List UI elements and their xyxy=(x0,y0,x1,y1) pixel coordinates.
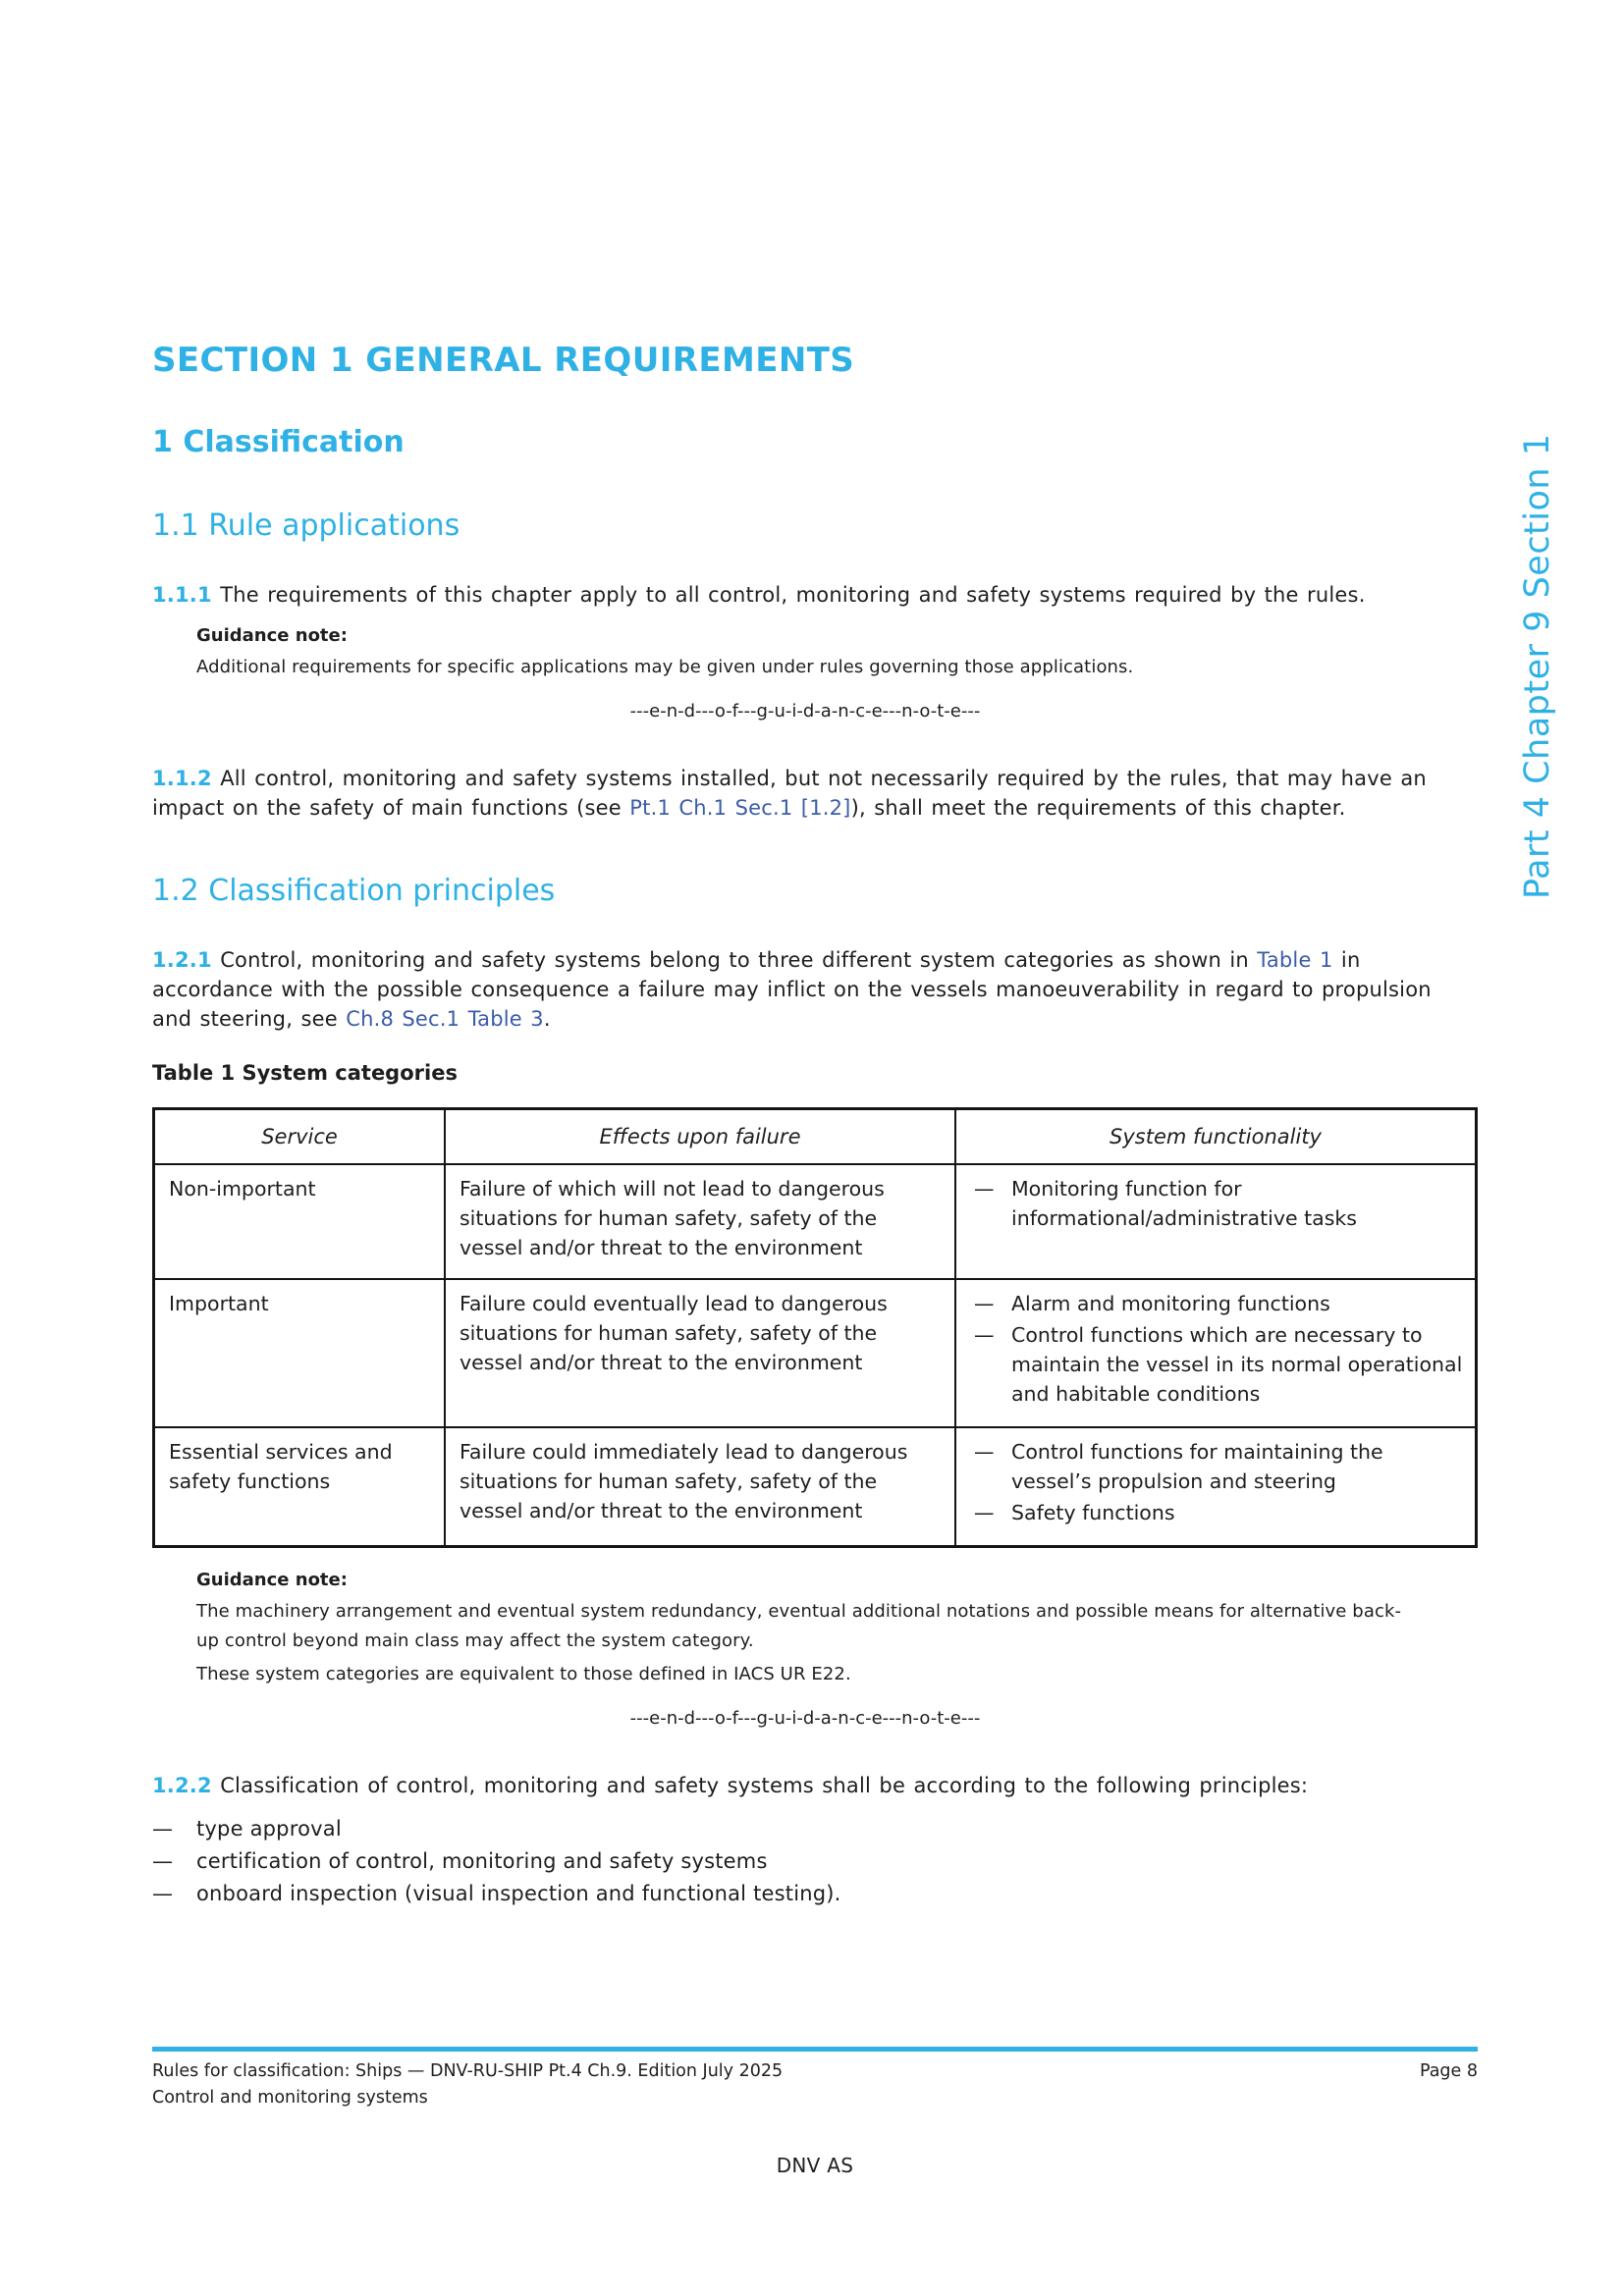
paragraph-number-1-2-2: 1.2.2 xyxy=(152,1774,212,1797)
principles-list-item: — certification of control, monitoring and safety systems xyxy=(152,1845,1476,1878)
paragraph-1-1-1-text: The requirements of this chapter apply to all control, monitoring and safety systems required by the rules. xyxy=(220,583,1366,607)
table-caption: Table 1 System categories xyxy=(152,1061,458,1085)
principles-list-item: — onboard inspection (visual inspection and functional testing). xyxy=(152,1878,1476,1910)
sidebar-vertical-label: Part 4 Chapter 9 Section 1 xyxy=(1518,433,1557,899)
paragraph-1-2-1 xyxy=(152,945,1476,1034)
doc-link-pt1-ch1-sec1[interactable]: Pt.1 Ch.1 Sec.1 [1.2] xyxy=(629,796,851,820)
paragraph-1-1-2-pre: All control, monitoring and safety systems installed, but not necessarily required by the rules, that may have an impact on the safety of main functions (see xyxy=(152,767,1427,820)
guidance-note-2 xyxy=(196,1568,1414,1732)
footer-row xyxy=(152,2060,1478,2083)
cell-functionality xyxy=(955,1279,1477,1427)
system-categories-table xyxy=(152,1107,1478,1548)
cell-effects: Failure could immediately lead to dangerous situations for human safety, safety of the vessel and/or threat to the environment xyxy=(445,1427,955,1547)
guidance-note-1-text: Additional requirements for specific applications may be given under rules governing those applications. xyxy=(196,657,1134,677)
dash-list-item: — Alarm and monitoring functions xyxy=(974,1289,1463,1318)
cell-service: Important xyxy=(154,1279,446,1427)
cell-service: Essential services and safety functions xyxy=(154,1427,446,1547)
cell-effects: Failure of which will not lead to dangerous situations for human safety, safety of the vessel and/or threat to the environment xyxy=(445,1164,955,1279)
guidance-note-1 xyxy=(196,623,1414,724)
table-row-essential-services xyxy=(154,1427,1477,1547)
functionality-list xyxy=(970,1437,1463,1527)
guidance-note-2-text-2: These system categories are equivalent to those defined in IACS UR E22. xyxy=(196,1664,851,1684)
footer-doc-ref: Rules for classification: Ships — DNV-RU-SHIP Pt.4 Ch.9. Edition July 2025 xyxy=(152,2061,784,2081)
paragraph-number-1-1-2: 1.1.2 xyxy=(152,767,212,790)
footer-page-number: Page 8 xyxy=(1419,2061,1478,2081)
functionality-list xyxy=(970,1289,1463,1409)
paragraph-1-2-2-text: Classification of control, monitoring and safety systems shall be according to the following principles: xyxy=(220,1774,1309,1797)
functionality-list xyxy=(970,1174,1463,1233)
dash-list-item: — Monitoring function for informational/administrative tasks xyxy=(974,1174,1463,1233)
dash-list-item: — Control functions for maintaining the vessel’s propulsion and steering xyxy=(974,1437,1463,1496)
cell-functionality xyxy=(955,1164,1477,1279)
footer-divider-rule xyxy=(152,2047,1478,2052)
paragraph-1-1-1 xyxy=(152,580,1476,610)
company-name: DNV AS xyxy=(776,2154,854,2177)
doc-link-ch8-sec1-table3[interactable]: Ch.8 Sec.1 Table 3 xyxy=(346,1007,544,1031)
principles-list-item: — type approval xyxy=(152,1813,1476,1845)
cell-effects: Failure could eventually lead to dangerous situations for human safety, safety of the vessel and/or threat to the environment xyxy=(445,1279,955,1427)
end-of-guidance-note-2: ---e-n-d---o-f---g-u-i-d-a-n-c-e---n-o-t-e--- xyxy=(629,1708,981,1729)
paragraph-number-1-2-1: 1.2.1 xyxy=(152,948,212,972)
table-header-row xyxy=(154,1109,1477,1165)
dash-list-item: — Control functions which are necessary to maintain the vessel in its normal operational and habitable conditions xyxy=(974,1320,1463,1409)
heading-rule-applications: 1.1 Rule applications xyxy=(152,508,460,543)
table-header-service: Service xyxy=(154,1109,446,1165)
paragraph-1-2-2 xyxy=(152,1771,1476,1800)
paragraph-1-2-1-post: . xyxy=(543,1007,551,1031)
guidance-note-2-text-1: The machinery arrangement and eventual system redundancy, eventual additional notations and possible means for alternative back-up control beyond main class may affect the system category. xyxy=(196,1601,1402,1651)
section-title: SECTION 1 GENERAL REQUIREMENTS xyxy=(152,341,855,380)
paragraph-number-1-1-1: 1.1.1 xyxy=(152,583,212,607)
guidance-note-1-label: Guidance note: xyxy=(196,625,348,646)
cell-functionality xyxy=(955,1427,1477,1547)
guidance-note-2-label: Guidance note: xyxy=(196,1570,348,1590)
paragraph-1-2-1-mid: in accordance with the possible consequence a failure may inflict on the vessels manoeuverability in regard to propulsion and steering, see xyxy=(152,948,1432,1031)
heading-classification-principles: 1.2 Classification principles xyxy=(152,874,556,908)
paragraph-1-1-2-post: ), shall meet the requirements of this chapter. xyxy=(850,796,1346,820)
page-footer xyxy=(152,2047,1478,2177)
table-header-effects: Effects upon failure xyxy=(445,1109,955,1165)
main-content xyxy=(152,341,1476,1910)
paragraph-1-1-2 xyxy=(152,764,1476,823)
doc-link-table-1[interactable]: Table 1 xyxy=(1257,948,1333,972)
paragraph-1-2-1-pre: Control, monitoring and safety systems belong to three different system categories as shown in xyxy=(220,948,1258,972)
cell-service: Non-important xyxy=(154,1164,446,1279)
table-row-important xyxy=(154,1279,1477,1427)
principles-list xyxy=(152,1813,1476,1910)
end-of-guidance-note-1: ---e-n-d---o-f---g-u-i-d-a-n-c-e---n-o-t-e--- xyxy=(629,701,981,721)
dash-list-item: — Safety functions xyxy=(974,1498,1463,1527)
heading-classification: 1 Classification xyxy=(152,425,405,459)
footer-chapter-title: Control and monitoring systems xyxy=(152,2088,428,2108)
table-row-non-important xyxy=(154,1164,1477,1279)
table-header-functionality: System functionality xyxy=(955,1109,1477,1165)
